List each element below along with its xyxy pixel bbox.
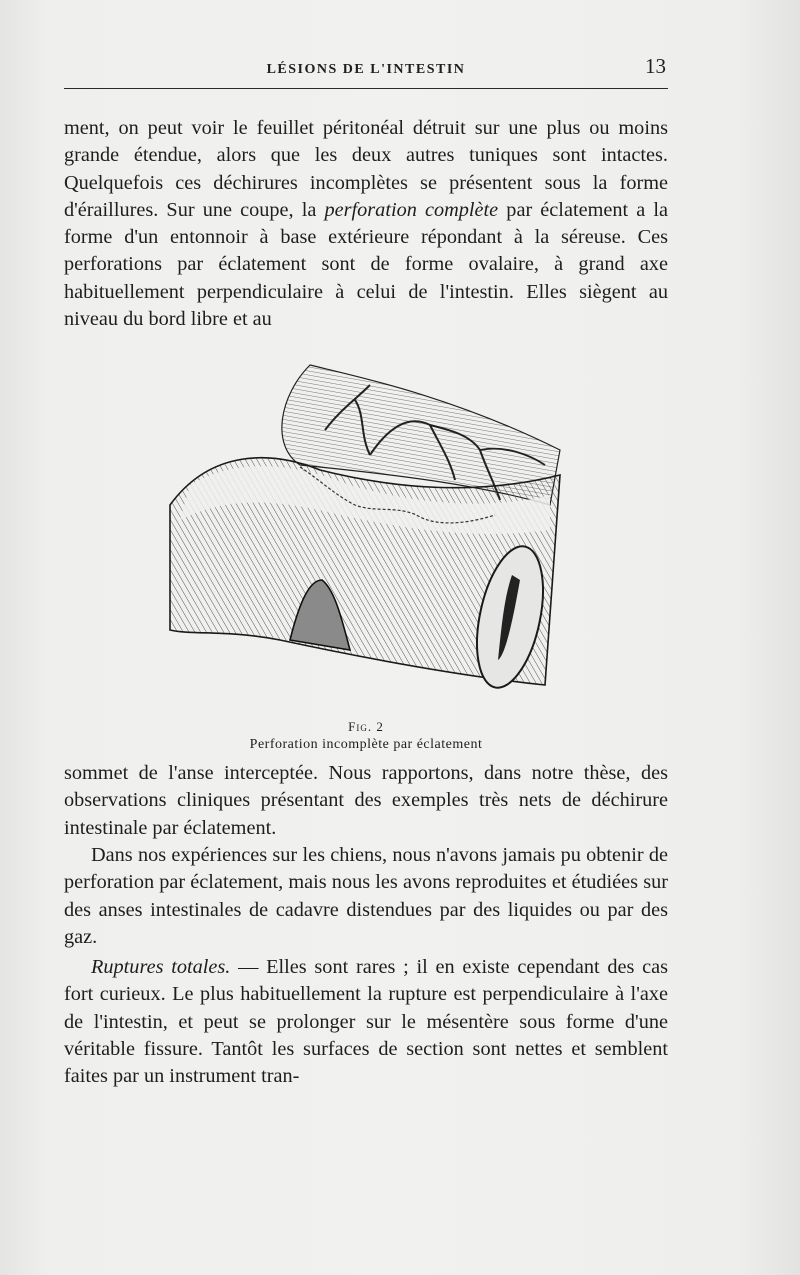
running-title: LÉSIONS DE L'INTESTIN — [266, 62, 466, 77]
figure-caption: Perforation incomplète par éclatement — [249, 737, 483, 752]
p1-italic-term: perforation complète — [324, 198, 499, 221]
running-header — [64, 52, 668, 89]
p1-text-end: par éclatement a la forme d'un entonnoir à base extérieure répondant à la séreuse. Ces perforations par éclatement sont de forme ovalaire, à grand axe habituellement perpendiculaire à celui de l'intestin. Elles siègent au niveau du bord libre et au — [64, 198, 668, 331]
paragraph-1 — [64, 115, 668, 333]
section-heading-ruptures: Ruptures totales. — [91, 956, 231, 978]
p4-text: — Elles sont rares ; il en existe cependant des cas fort curieux. Le plus habituellement la rupture est perpendiculaire à l'axe de l'intestin, et peut se prolonger sur le mésentère sous forme d'une véritable fissure. Tantôt les surfaces de section sont nettes et semblent faites par un instrument tran- — [64, 956, 669, 1088]
intestine-drawing — [150, 355, 590, 705]
paragraph-3: Dans nos expériences sur les chiens, nous n'avons jamais pu obtenir de perforation par éclatement, mais nous les avons reproduites et étudiées sur des anses intestinales de cadavre distendues par des liquides ou par des gaz. — [64, 844, 668, 948]
p1-text-start: ment, on peut voir le feuillet péritonéal détruit sur une plus ou moins grande étendue, alors que les deux autres tuniques sont intactes. Quelquefois ces déchirures incomplètes se présentent sous la forme d'éraillures. Sur une coupe, la — [64, 117, 668, 221]
intestine-illustration — [150, 355, 590, 705]
page-number: 13 — [645, 54, 666, 78]
figure-label: Fig. 2 — [348, 719, 384, 734]
paragraph-2: sommet de l'anse interceptée. Nous rapportons, dans notre thèse, des observations cliniques présentant des exemples très nets de déchirure intestinale par éclatement. — [64, 762, 668, 839]
paragraph-4 — [64, 954, 668, 1090]
